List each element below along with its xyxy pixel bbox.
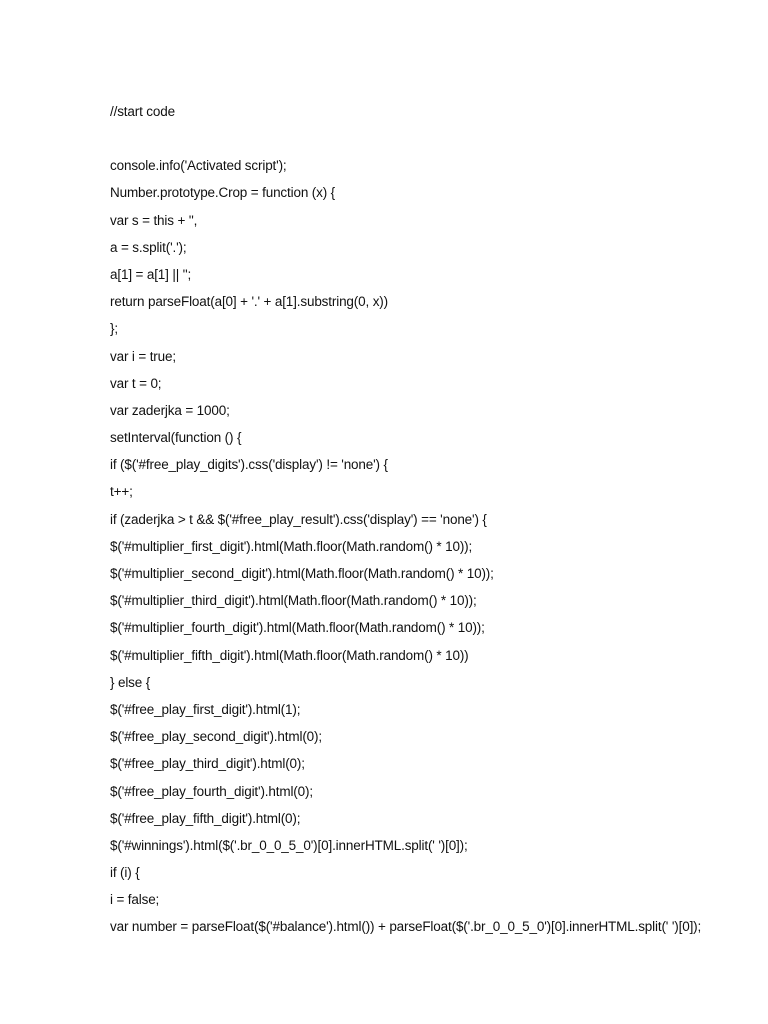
code-line: }; <box>110 321 118 337</box>
code-line: $('#multiplier_first_digit').html(Math.floor(Math.random() * 10)); <box>110 538 473 554</box>
code-line: Number.prototype.Crop = function (x) { <box>110 185 336 201</box>
code-line: $('#winnings').html($('.br_0_0_5_0')[0].innerHTML.split(' ')[0]); <box>110 837 468 853</box>
code-line: if (i) { <box>110 865 140 881</box>
code-line: if (zaderjka > t && $('#free_play_result').css('display') == 'none') { <box>110 511 487 527</box>
code-line: $('#multiplier_second_digit').html(Math.floor(Math.random() * 10)); <box>110 566 494 581</box>
code-line: a = s.split('.'); <box>110 239 187 255</box>
code-line: $('#multiplier_third_digit').html(Math.floor(Math.random() * 10)); <box>110 593 477 609</box>
code-line: return parseFloat(a[0] + '.' + a[1].substring(0, x)) <box>110 294 388 310</box>
code-line: } else { <box>110 674 151 690</box>
code-line: var s = this + '', <box>110 212 198 228</box>
code-line: setInterval(function () { <box>110 430 242 446</box>
code-line: $('#free_play_third_digit').html(0); <box>110 756 305 772</box>
code-line: $('#free_play_fourth_digit').html(0); <box>110 783 313 799</box>
code-line: $('#free_play_second_digit').html(0); <box>110 729 322 745</box>
code-line: $('#multiplier_fourth_digit').html(Math.floor(Math.random() * 10)); <box>110 620 485 636</box>
code-line: var t = 0; <box>110 375 162 391</box>
code-line: i = false; <box>110 892 160 908</box>
code-line: var zaderjka = 1000; <box>110 402 230 418</box>
code-line: var i = true; <box>110 348 176 364</box>
code-line: var number = parseFloat($('#balance').html()) + parseFloat($('.br_0_0_5_0')[0].innerHTML.split(' ')[0]); <box>110 919 702 935</box>
code-line: $('#free_play_first_digit').html(1); <box>110 701 301 717</box>
code-line: console.info('Activated script'); <box>110 158 287 174</box>
code-comment-line: //start code <box>110 104 175 119</box>
code-text-block <box>110 102 750 945</box>
code-line: $('#free_play_fifth_digit').html(0); <box>110 810 301 826</box>
code-line: a[1] = a[1] || ''; <box>110 266 192 282</box>
code-line: $('#multiplier_fifth_digit').html(Math.floor(Math.random() * 10)) <box>110 647 469 663</box>
code-line: if ($('#free_play_digits').css('display') != 'none') { <box>110 457 388 473</box>
code-line: t++; <box>110 484 133 500</box>
